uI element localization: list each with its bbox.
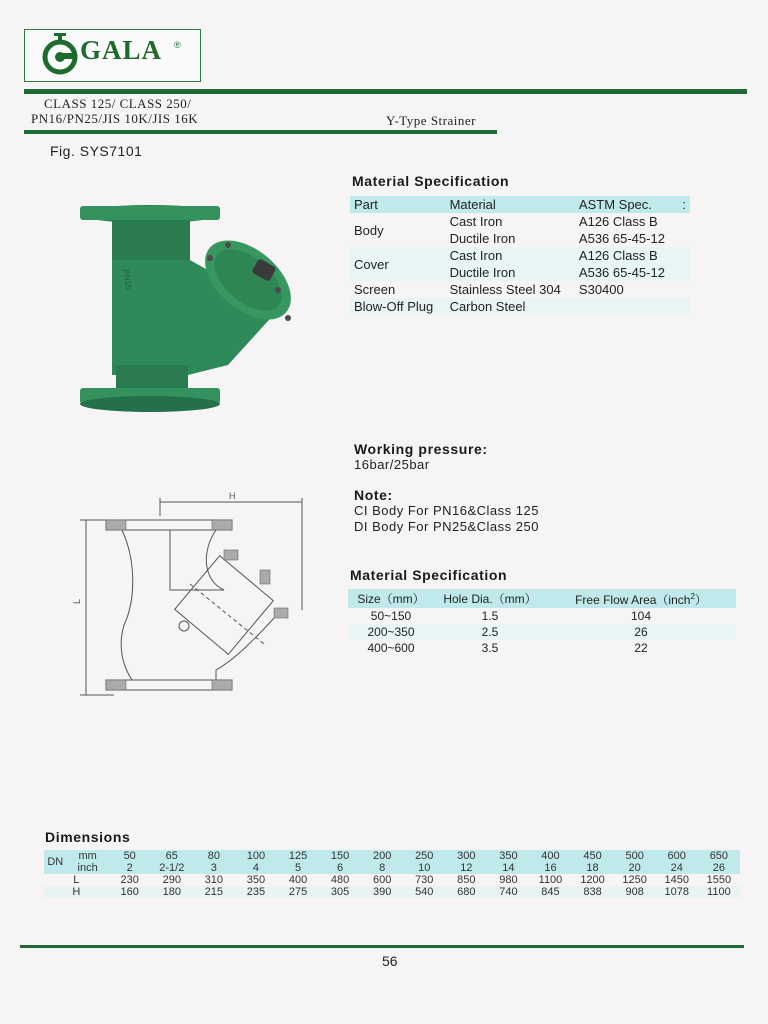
l-cell: 730 (415, 874, 434, 886)
note-line-1: CI Body For PN16&Class 125 (354, 503, 539, 518)
screen-spec-header (348, 589, 736, 608)
inch-cell: 3 (193, 862, 235, 874)
inch-cell: 8 (361, 862, 403, 874)
l-label: L (73, 874, 80, 886)
table-row (350, 281, 690, 298)
h-cell: 740 (487, 886, 529, 898)
screen-spec-title: Material Specification (350, 567, 508, 583)
cell-hole: 3.5 (481, 641, 499, 655)
h-cell: 235 (235, 886, 277, 898)
l-cell: 1450 (664, 874, 689, 886)
valve-photo (78, 200, 300, 418)
mm-label: mm (67, 850, 109, 862)
col-flow-text: Free Flow Area（inch (575, 593, 691, 607)
h-cell: 275 (277, 886, 319, 898)
col-flow (546, 589, 736, 608)
h-cell: 390 (361, 886, 403, 898)
dimensions-mm-row (44, 850, 740, 862)
note-line-2: DI Body For PN25&Class 250 (354, 519, 539, 534)
footer-rule (20, 945, 744, 948)
cell-astm (575, 298, 690, 315)
inch-cell: 20 (614, 862, 656, 874)
inch-label: inch (67, 862, 109, 874)
cell-part: Cover (350, 247, 446, 281)
cell-material: Ductile Iron (449, 231, 516, 246)
cell-part: Body (354, 222, 384, 238)
cell-material: Cast Iron (449, 214, 503, 229)
svg-text:PN16: PN16 (121, 268, 134, 291)
table-row (350, 247, 690, 264)
l-cell: 480 (330, 874, 350, 886)
h-cell: 1078 (656, 886, 698, 898)
dimension-drawing (74, 490, 306, 705)
col-hole: Hole Dia.（mm） (434, 589, 546, 608)
inch-cell: 10 (403, 862, 445, 874)
mm-cell: 450 (572, 850, 614, 862)
mm-cell: 80 (193, 850, 235, 862)
mm-cell: 125 (277, 850, 319, 862)
mm-cell: 650 (698, 850, 740, 862)
cell-part: Screen (354, 282, 396, 297)
h-cell: 305 (319, 886, 361, 898)
note-title: Note: (354, 487, 393, 503)
cell-material: Ductile Iron (446, 264, 575, 281)
h-cell: 680 (445, 886, 487, 898)
l-cell: 1200 (580, 874, 605, 886)
l-cell: 600 (372, 874, 392, 886)
mm-cell: 200 (361, 850, 403, 862)
mm-cell: 65 (151, 850, 193, 862)
dimensions-inch-row (44, 862, 740, 874)
cell-material: Cast Iron (446, 247, 575, 264)
inch-cell: 6 (319, 862, 361, 874)
cell-astm: A536 65-45-12 (575, 264, 690, 281)
cell-flow: 22 (634, 641, 648, 655)
inch-cell: 4 (235, 862, 277, 874)
l-cell: 1100 (538, 874, 563, 886)
l-cell: 310 (204, 874, 224, 886)
h-cell: 1100 (698, 886, 740, 898)
mm-cell: 350 (487, 850, 529, 862)
dimensions-title: Dimensions (45, 829, 131, 845)
product-name: Y-Type Strainer (386, 113, 476, 128)
working-pressure-title: Working pressure: (354, 441, 488, 457)
h-cell: 845 (529, 886, 571, 898)
cell-astm: A536 65-45-12 (578, 231, 665, 246)
dimensions-table (44, 850, 740, 898)
screen-spec-table (348, 589, 736, 656)
inch-cell: 14 (487, 862, 529, 874)
cell-size: 400~600 (367, 641, 415, 655)
l-cell: 1250 (622, 874, 647, 886)
mm-cell: 300 (445, 850, 487, 862)
h-label: H (44, 886, 109, 898)
l-cell: 400 (288, 874, 308, 886)
mm-cell: 600 (656, 850, 698, 862)
cell-material: Carbon Steel (446, 298, 575, 315)
l-cell: 290 (162, 874, 181, 886)
cell-flow: 26 (546, 624, 736, 640)
brand-reg-mark: ® (174, 40, 181, 50)
h-cell: 908 (614, 886, 656, 898)
mm-cell: 50 (109, 850, 151, 862)
inch-cell: 18 (572, 862, 614, 874)
cell-hole: 2.5 (434, 624, 546, 640)
l-cell: 350 (246, 874, 266, 886)
drawing-label-l: L (72, 598, 82, 604)
dn-label: DN (44, 850, 67, 874)
brand-name: GALA (80, 35, 163, 65)
header-rule-bottom (24, 130, 497, 134)
l-cell: 1550 (706, 874, 732, 886)
inch-cell: 24 (656, 862, 698, 874)
mm-cell: 500 (614, 850, 656, 862)
figure-number: Fig. SYS7101 (50, 143, 143, 159)
l-cell: 230 (120, 874, 139, 886)
table-row (350, 213, 690, 230)
mm-cell: 150 (319, 850, 361, 862)
table-row (350, 298, 690, 315)
cell-size: 200~350 (348, 624, 434, 640)
col-astm: ASTM Spec. (575, 196, 678, 213)
inch-cell: 16 (529, 862, 571, 874)
col-size: Size（mm） (348, 589, 434, 608)
col-part: Part (350, 196, 446, 213)
mm-cell: 400 (529, 850, 571, 862)
mm-cell: 250 (403, 850, 445, 862)
gala-logo-icon (40, 33, 80, 75)
inch-cell: 12 (445, 862, 487, 874)
material-spec-table (350, 196, 690, 315)
h-cell: 215 (193, 886, 235, 898)
h-cell: 838 (572, 886, 614, 898)
cell-material: Stainless Steel 304 (449, 282, 561, 297)
h-cell: 540 (403, 886, 445, 898)
cell-hole: 1.5 (481, 609, 499, 623)
cell-size: 50~150 (370, 609, 412, 623)
l-cell: 980 (499, 874, 518, 886)
cell-part: Blow-Off Plug (350, 298, 446, 315)
col-extra: : (678, 196, 690, 213)
table-row (348, 640, 736, 656)
material-spec-title: Material Specification (352, 173, 510, 189)
inch-cell: 26 (698, 862, 740, 874)
table-row (348, 608, 736, 624)
h-cell: 180 (151, 886, 193, 898)
dimensions-h-row (44, 886, 740, 898)
cell-astm: S30400 (578, 282, 624, 297)
page-number: 56 (382, 953, 398, 969)
table-row (348, 624, 736, 640)
mm-cell: 100 (235, 850, 277, 862)
h-cell: 160 (109, 886, 151, 898)
cell-astm: A126 Class B (575, 247, 690, 264)
class-line-2: PN16/PN25/JIS 10K/JIS 16K (31, 111, 199, 126)
l-cell: 850 (457, 874, 476, 886)
working-pressure-value: 16bar/25bar (354, 457, 430, 472)
col-material: Material (446, 196, 575, 213)
col-flow-sup: 2 (690, 592, 695, 601)
col-flow-end: ） (694, 593, 707, 607)
drawing-label-h: H (229, 491, 236, 501)
material-spec-header (350, 196, 690, 213)
class-line-1: CLASS 125/ CLASS 250/ (44, 96, 192, 111)
inch-cell: 2-1/2 (151, 862, 193, 874)
inch-cell: 5 (277, 862, 319, 874)
header-rule-top (24, 89, 747, 94)
inch-cell: 2 (109, 862, 151, 874)
cell-flow: 104 (630, 609, 652, 623)
cell-astm: A126 Class B (578, 214, 658, 229)
dimensions-l-row (44, 874, 740, 886)
